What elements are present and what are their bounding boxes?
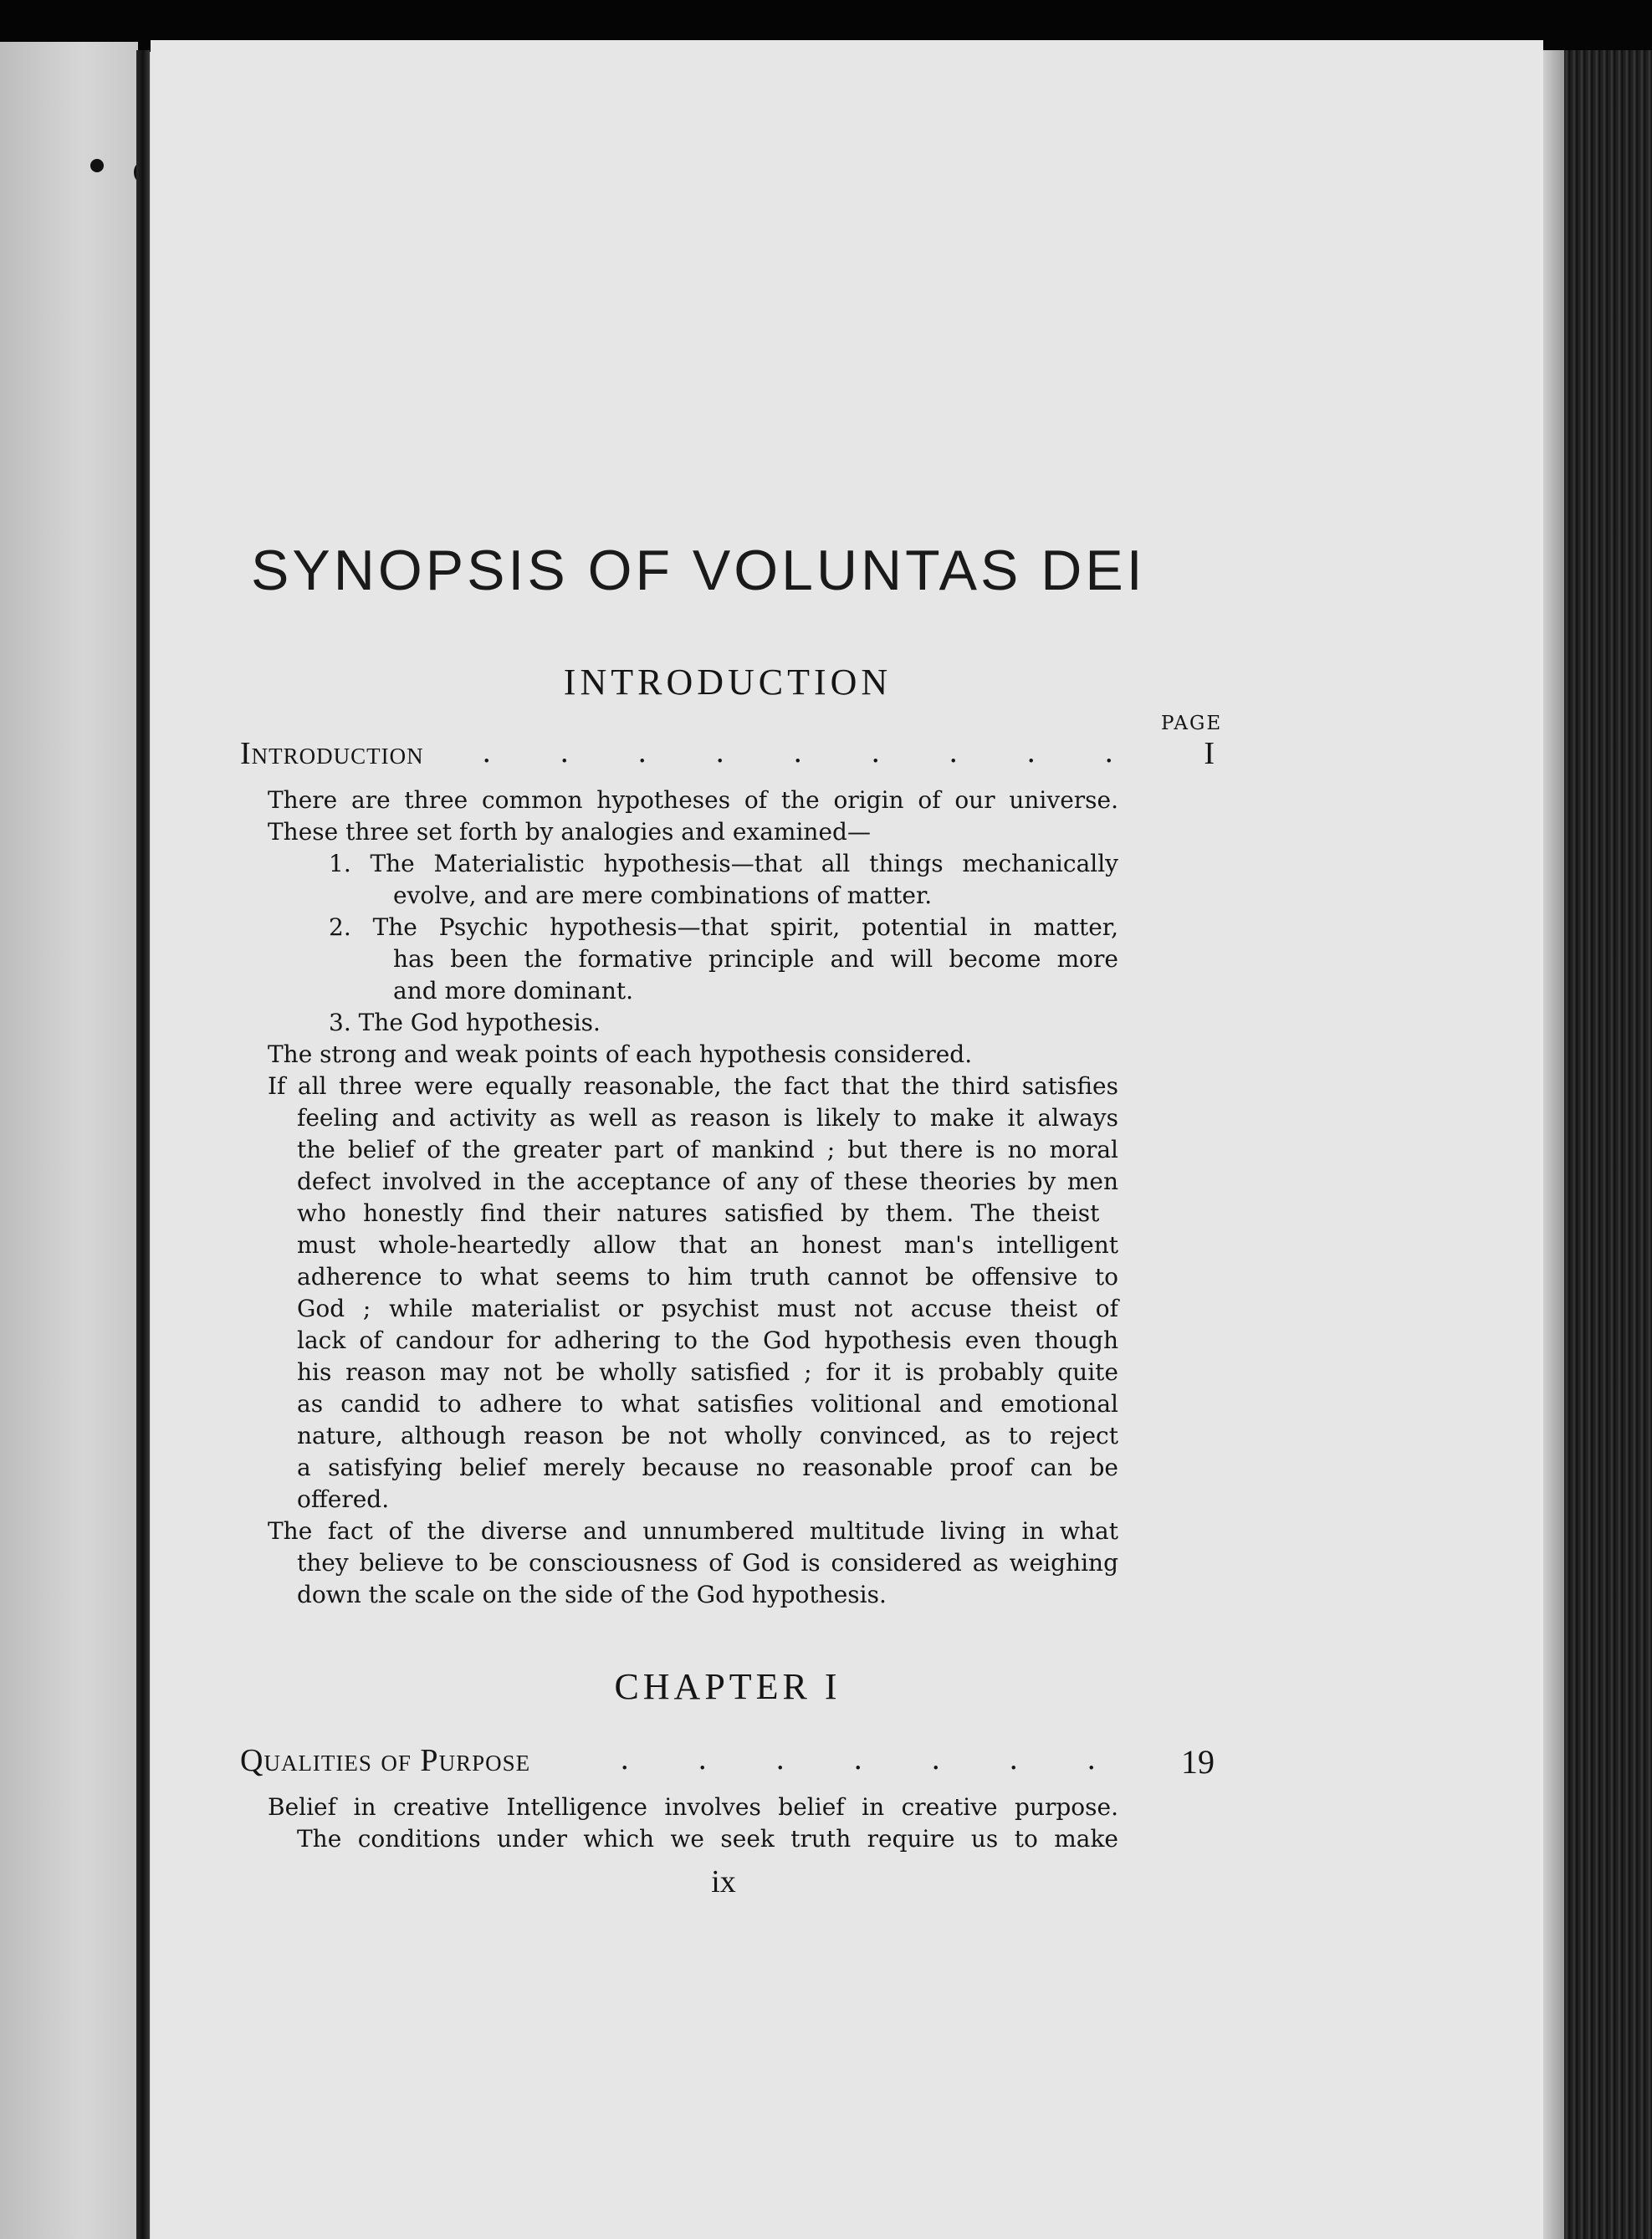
facing-page-edge <box>0 42 138 2239</box>
toc-entry-title: Introduction <box>240 736 424 771</box>
synopsis-line: The fact of the diverse and unnumbered multitude living in what <box>268 1517 1118 1545</box>
toc-leader-dots: . . . . . . . <box>621 1741 1127 1776</box>
page-edge-shadow <box>1543 50 1564 2239</box>
synopsis-line: and more dominant. <box>393 977 634 1004</box>
synopsis-line: 1. The Materialistic hypothesis—that all things mechanically <box>329 850 1118 877</box>
synopsis-line: 3. The God hypothesis. <box>329 1009 601 1036</box>
synopsis-line: who honestly find their natures satisfied by them. The theist <box>297 1199 1100 1227</box>
synopsis-line: The conditions under which we seek truth require us to make <box>297 1825 1118 1853</box>
gutter-binding <box>136 50 150 2239</box>
synopsis-line: as candid to adhere to what satisfies volitional and emotional <box>297 1390 1118 1418</box>
synopsis-line: The strong and weak points of each hypothesis considered. <box>268 1040 973 1068</box>
scan-speck <box>90 159 104 172</box>
synopsis-line: adherence to what seems to him truth cannot be offensive to <box>297 1263 1118 1291</box>
book-cover-edge <box>1564 50 1652 2239</box>
toc-page-number: I <box>1204 736 1215 771</box>
toc-page-number: 19 <box>1181 1743 1215 1781</box>
synopsis-line: God ; while materialist or psychist must not accuse theist of <box>297 1295 1118 1322</box>
toc-entry-title: Qualities of Purpose <box>240 1743 531 1778</box>
synopsis-line: Belief in creative Intelligence involves belief in creative purpose. <box>268 1793 1118 1821</box>
synopsis-line: nature, although reason be not wholly convinced, as to reject <box>297 1422 1118 1449</box>
synopsis-line: There are three common hypotheses of the origin of our universe. <box>268 786 1118 814</box>
synopsis-line: defect involved in the acceptance of any of these theories by men <box>297 1168 1118 1195</box>
toc-entry-introduction[interactable] <box>240 735 1215 777</box>
book-title: SYNOPSIS OF VOLUNTAS DEI <box>251 539 1146 602</box>
synopsis-line: If all three were equally reasonable, the fact that the third satisfies <box>268 1072 1118 1100</box>
synopsis-line: has been the formative principle and will become more <box>393 945 1118 973</box>
synopsis-line: down the scale on the side of the God hypothesis. <box>297 1581 887 1608</box>
synopsis-line: they believe to be consciousness of God is considered as weighing <box>297 1549 1118 1577</box>
synopsis-line: feeling and activity as well as reason is likely to make it always <box>297 1104 1118 1132</box>
section-heading-chapter-1: CHAPTER I <box>614 1666 841 1707</box>
synopsis-line: offered. <box>297 1485 390 1513</box>
synopsis-line: lack of candour for adhering to the God hypothesis even though <box>297 1327 1118 1354</box>
synopsis-line: a satisfying belief merely because no reasonable proof can be <box>297 1454 1118 1481</box>
page-folio: ix <box>711 1864 736 1899</box>
toc-entry-chapter-1[interactable] <box>240 1742 1215 1784</box>
synopsis-line: evolve, and are mere combinations of matter. <box>393 882 933 909</box>
page-column-label: PAGE <box>1161 713 1223 734</box>
toc-leader-dots: . . . . . . . . . <box>483 734 1144 769</box>
section-heading-introduction: INTRODUCTION <box>563 662 892 703</box>
synopsis-line: 2. The Psychic hypothesis—that spirit, potential in matter, <box>329 913 1118 941</box>
synopsis-line: the belief of the greater part of mankind ; but there is no moral <box>297 1136 1118 1163</box>
synopsis-line: must whole-heartedly allow that an honest man's intelligent <box>297 1231 1118 1259</box>
synopsis-line: his reason may not be wholly satisfied ; for it is probably quite <box>297 1358 1118 1386</box>
synopsis-line: These three set forth by analogies and examined— <box>268 818 871 846</box>
